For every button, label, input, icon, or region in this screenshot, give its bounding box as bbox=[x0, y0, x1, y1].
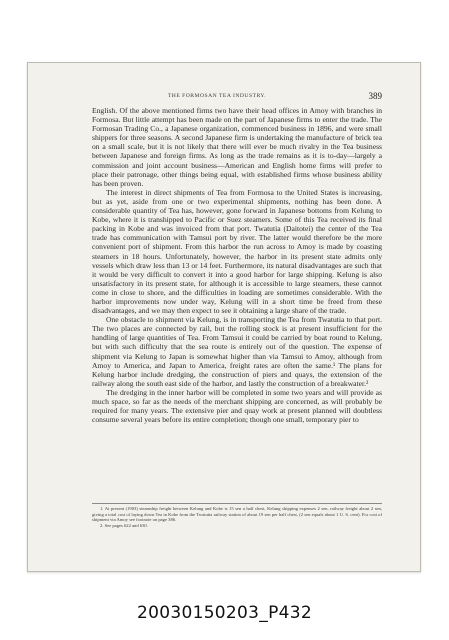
body-text bbox=[92, 106, 382, 496]
footnote-rule bbox=[92, 503, 382, 504]
page-number: 389 bbox=[368, 91, 382, 101]
footnotes bbox=[92, 506, 382, 528]
running-title: THE FORMOSAN TEA INDUSTRY. bbox=[167, 93, 267, 99]
paragraph: The interest in direct shipments of Tea from Formosa to the United States is increasing, but as yet, aside from one or two experimental shipments, nothing has been done. A considerable quantity of Tea has, however, gone forward in Japanese bottoms from Kelung to Kobe, where it is transhipped to Pacific or Suez steamers. Some of this Tea received its final packing in Kobe and was invoiced from that port. Twatutia (Daitotei) the center of the Tea trade has communication with Tamsui port by river. The latter would therefore be the more convenient port of shipment. From this harbor the run across to Amoy is made by coasting steamers in 18 hours. Unfortunately, however, the harbor in its present state admits only vessels which draw less than 13 or 14 feet. Furthermore, its natural disadvantages are such that it would be very difficult to convert it into a good harbor for large shipping. Kelung is also unsatisfactory in its present state, for although it is accessible to large steamers, these cannot come in close to shore, and the difficulties in loading are sometimes considerable. With the harbor improvements now under way, Kelung will in a short time be freed from these disadvantages, and we may then expect to see it obtaining a large share of the trade. bbox=[92, 187, 382, 316]
page-header bbox=[92, 93, 382, 103]
image-id-caption: 20030150203_P432 bbox=[137, 603, 312, 623]
scanned-page bbox=[27, 62, 421, 572]
paragraph: English. Of the above mentioned firms two have their head offices in Amoy with branches in Formosa. But little attempt has been made on the part of Japanese firms to enter the trade. The Formosan Trading Co., a Japanese organization, commenced business in 1896, and were small shippers for three seasons. A second Japanese firm is undertaking the manufacture of brick tea on a small scale, but it is not likely that there will ever be much rivalry in the Tea business between Japanese and foreign firms. As long as the trade remains as it is to-day—largely a commission and joint account business—American and English home firms will prefer to place their patronage, other things being equal, with established firms whose business ability has been proven. bbox=[92, 106, 382, 188]
paragraph: The dredging in the inner harbor will be completed in some two years and will provide as much space, so far as the needs of the merchant shipping are concerned, as will probably be required for many years. The extensive pier and quay work at present planned will doubtless consume several years before its entire completion; though one small, temporary pier to bbox=[92, 387, 382, 425]
footnote: 2. See pages 622 and 630. bbox=[100, 522, 148, 528]
paragraph: One obstacle to shipment via Kelung, is in transporting the Tea from Twatutia to that port. The two places are connected by rail, but the rolling stock is at present insufficient for the handling of large quantities of Tea. From Tamsui it could be carried by boat round to Kelung, but with such difficulty that the sea route is entirely out of the question. The expense of shipment via Kelung to Japan is somewhat higher than via Tamsui to Amoy, although from Amoy to America, and Japan to America, freight rates are often the same.¹ The plans for Kelung harbor include dredging, the construction of piers and quays, the extension of the railway along the south east side of the harbor, and lastly the construction of a breakwater.² bbox=[92, 315, 382, 388]
footnote: 1. At present (1903) steamship freight between Kelung and Kobe is 15 sen a half chest, Kelung shipping expenses 2 sen, railway freight about 2 sen, giving a total cost of laying down Tea in Kobe from the Twatutia railway station of about 19 sen per half chest, (2 sen equals about 1 U. S. cent). For cost of shipment via Amoy see footnote on page 386. bbox=[92, 506, 382, 523]
